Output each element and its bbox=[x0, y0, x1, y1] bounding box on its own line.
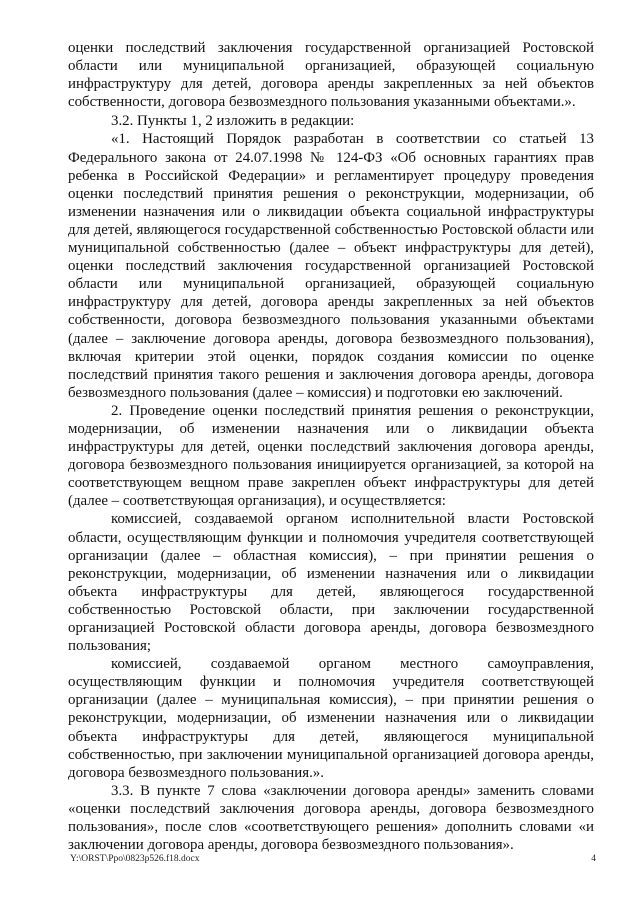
footer-file-path: Y:\ORST\Ppo\0823p526.f18.docx bbox=[70, 854, 200, 864]
paragraph-item-1: «1. Настоящий Порядок разработан в соответствии со статьей 13 Федерального закона от 24.07.1998 № 124-ФЗ «Об основных гарантиях прав ребенка в Российской Федерации» и регламентирует процедуру проведения оценки последствий принятия решения о реконструкции, модернизации, об изменении назначения или о ликвидации объекта социальной инфраструктуры для детей, являющегося государственной собственностью Ростовской области или муниципальной собственностью (далее – объект инфраструктуры для детей), оценки последствий заключения государственной организацией Ростовской области или муниципальной организацией, образующей социальную инфраструктуру для детей, договора аренды закрепленных за ней объектов собственности, договора безвозмездного пользования указанными объектами (далее – заключение договора аренды, договора безвозмездного пользования), включая критерии этой оценки, порядок создания комиссии по оценке последствий принятия такого решения и заключения договора аренды, договора безвозмездного пользования (далее – комиссия) и подготовки ею заключений. bbox=[68, 131, 594, 401]
page-footer bbox=[70, 854, 596, 868]
paragraph-regional-commission: комиссией, создаваемой органом исполнительной власти Ростовской области, осуществляющим функции и полномочия учредителя соответствующей организации (далее – областная комиссия), – при принятии решения о реконструкции, модернизации, об изменении назначения или о ликвидации объекта инфраструктуры для детей, являющегося государственной собственностью Ростовской области, при заключении государственной организацией Ростовской области договора аренды, договора безвозмездного пользования; bbox=[68, 511, 594, 655]
paragraph-3-2-heading: 3.2. Пункты 1, 2 изложить в редакции: bbox=[111, 113, 355, 130]
paragraph-item-2: 2. Проведение оценки последствий принятия решения о реконструкции, модернизации, об изменении назначения или о ликвидации объекта инфраструктуры для детей, оценки последствий заключения договора аренды, договора безвозмездного пользования инициируется организацией, за которой на соответствующем вещном праве закреплен объект инфраструктуры для детей (далее – соответствующая организация), и осуществляется: bbox=[68, 402, 594, 510]
paragraph-3-3: 3.3. В пункте 7 слова «заключении договора аренды» заменить словами «оценки последствий заключения договора аренды, договора безвозмездного пользования», после слов «соответствующего решения» дополнить словами «и заключении договора аренды, договора безвозмездного пользования». bbox=[68, 782, 594, 854]
paragraph-municipal-commission: комиссией, создаваемой органом местного самоуправления, осуществляющим функции и полномочия учредителя соответствующей организации (далее – муниципальная комиссия), – при принятии решения о реконструкции, модернизации, об изменении назначения или о ликвидации объекта инфраструктуры для детей, являющегося муниципальной собственностью, при заключении муниципальной организацией договора аренды, договора безвозмездного пользования.». bbox=[68, 656, 594, 781]
paragraph-continuation: оценки последствий заключения государственной организацией Ростовской области или муниципальной организацией, образующей социальную инфраструктуру для детей, договора аренды закрепленных за ней объектов собственности, договора безвозмездного пользования указанными объектами.». bbox=[68, 40, 594, 111]
page-number: 4 bbox=[591, 854, 596, 864]
document-body bbox=[68, 39, 594, 854]
